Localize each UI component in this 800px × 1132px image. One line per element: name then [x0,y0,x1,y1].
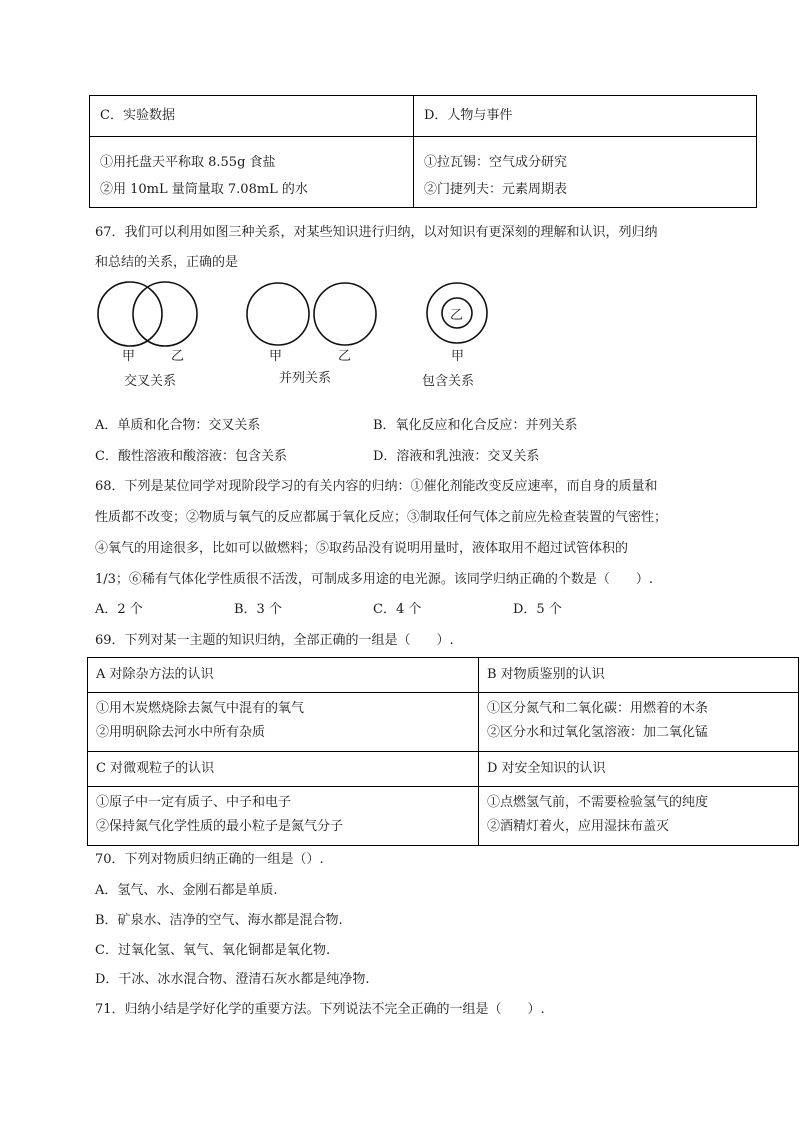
q70-stem: 70．下列对物质归纳正确的一组是（）. [95,852,324,867]
q68-option-c: C．4 个 [373,602,422,617]
q71-stem: 71．归纳小结是学好化学的重要方法。下列说法不完全正确的一组是（ ）. [95,1002,545,1017]
q69-a-line-1: ①用木炭燃烧除去氮气中混有的氧气 [96,701,305,716]
q70-option-d: D．干冰、冰水混合物、澄清石灰水都是纯净物. [95,972,370,987]
q69-table [87,657,799,846]
diagram-cross-caption: 交叉关系 [124,374,177,389]
diagram-cross-left-label: 甲 [122,349,136,364]
q69-c-line-1: ①原子中一定有质子、中子和电子 [96,795,292,810]
diagram-parallel-circle-b [314,283,376,345]
top-table-right-header: D．人物与事件 [414,96,757,137]
diagram-parallel-left-label: 甲 [269,349,283,364]
top-table-right-line-1: ①拉瓦锡：空气成分研究 [424,155,568,170]
q69-b-body [479,693,799,752]
q69-c-line-2: ②保持氮气化学性质的最小粒子是氮气分子 [96,819,344,834]
q68-line-2: 性质都不改变；②物质与氧气的反应都属于氧化反应；③制取任何气体之前应先检查装置的气密性； [95,510,668,525]
top-table-right-line-2: ②门捷列夫：元素周期表 [424,182,568,197]
q69-b-line-2: ②区分水和过氧化氢溶液：加二氧化锰 [487,725,709,740]
q69-c-body [88,787,479,846]
q67-stem-line-1: 67．我们可以利用如图三种关系，对某些知识进行归纳，以对知识有更深刻的理解和认识，列归纳 [95,225,658,240]
q68-line-3: ④氧气的用途很多，比如可以做燃料；⑤取药品没有说明用量时，液体取用不超过试管体积的 [95,541,629,556]
q69-d-line-1: ①点燃氢气前，不需要检验氢气的纯度 [487,795,709,810]
q69-d-header: D 对安全知识的认识 [479,752,799,787]
q69-a-body [88,693,479,752]
q70-option-a: A．氢气、水、金刚石都是单质. [95,883,278,898]
q68-option-b: B．3 个 [234,602,282,617]
q69-b-header: B 对物质鉴别的认识 [479,658,799,693]
top-table-left-body [90,137,414,208]
q69-a-header: A 对除杂方法的认识 [88,658,479,693]
diagram-cross-circle-b [133,282,197,346]
top-table-left-line-1: ①用托盘天平称取 8.55g 食盐 [100,155,276,170]
diagram-parallel-right-label: 乙 [338,349,352,364]
top-table-right-body [414,137,757,208]
top-table-left-line-2: ②用 10mL 量筒量取 7.08mL 的水 [100,182,308,197]
diagram-contain-outer-label: 甲 [451,349,465,364]
diagram-cross-circle-a [98,282,162,346]
diagram-cross-right-label: 乙 [171,349,185,364]
q68-option-d: D．5 个 [513,602,562,617]
q67-relation-diagram [90,280,510,350]
q69-d-body [479,787,799,846]
top-table-left-header: C．实验数据 [90,96,414,137]
q70-option-c: C．过氧化氢、氧气、氧化铜都是氧化物. [95,943,331,958]
q67-option-b: B．氧化反应和化合反应：并列关系 [373,418,578,433]
q70-option-b: B．矿泉水、洁净的空气、海水都是混合物. [95,913,343,928]
q67-option-d: D．溶液和乳浊液：交叉关系 [373,449,540,464]
diagram-parallel-caption: 并列关系 [279,371,332,386]
diagram-contain-inner-label: 乙 [450,308,464,323]
q67-option-c: C．酸性溶液和酸溶液：包含关系 [95,449,287,464]
q67-stem-line-2: 和总结的关系，正确的是 [95,255,239,270]
q68-line-4: 1/3；⑥稀有气体化学性质很不活泼，可制成多用途的电光源。该同学归纳正确的个数是（ ）. [95,572,654,587]
q67-option-a: A．单质和化合物：交叉关系 [95,418,261,433]
diagram-parallel-circle-a [247,283,309,345]
q69-a-line-2: ②用明矾除去河水中所有杂质 [96,725,266,740]
diagram-contain-caption: 包含关系 [422,374,475,389]
q69-d-line-2: ②酒精灯着火，应用湿抹布盖灭 [487,819,670,834]
top-table [89,95,757,208]
q69-b-line-1: ①区分氮气和二氧化碳：用燃着的木条 [487,701,709,716]
q68-line-1: 68．下列是某位同学对现阶段学习的有关内容的归纳：①催化剂能改变反应速率，而自身的质量和 [95,479,658,494]
q69-c-header: C 对微观粒子的认识 [88,752,479,787]
q69-stem: 69．下列对某一主题的知识归纳，全部正确的一组是（ ）. [95,633,454,648]
q68-option-a: A．2 个 [95,602,143,617]
